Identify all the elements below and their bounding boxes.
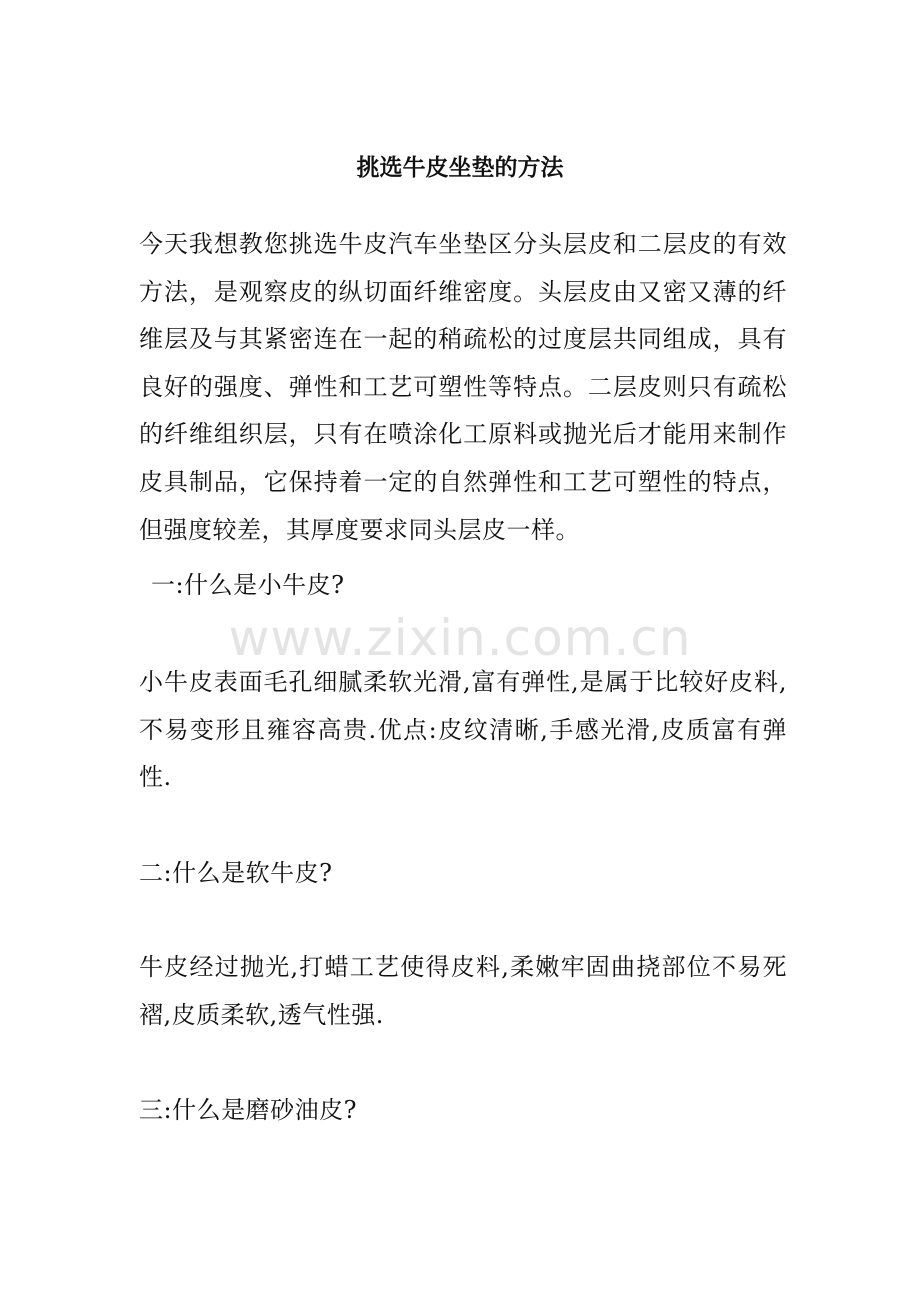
section-1-answer: 小牛皮表面毛孔细腻柔软光滑,富有弹性,是属于比较好皮料,不易变形且雍容高贵.优点:皮纹清晰,手感光滑,皮质富有弹性. bbox=[139, 668, 787, 792]
section-2-question: 二:什么是软牛皮? bbox=[139, 859, 333, 887]
section-2-answer: 牛皮经过抛光,打蜡工艺使得皮料,柔嫩牢固曲挠部位不易死褶,皮质柔软,透气性强. bbox=[139, 953, 787, 1029]
section-3-question: 三:什么是磨砂油皮? bbox=[139, 1096, 357, 1124]
document-title: 挑选牛皮坐垫的方法 bbox=[356, 154, 564, 181]
intro-paragraph: 今天我想教您挑选牛皮汽车坐垫区分头层皮和二层皮的有效方法，是观察皮的纵切面纤维密度。头层皮由又密又薄的纤维层及与其紧密连在一起的稍疏松的过度层共同组成，具有良好的强度、弹性和工艺可塑性等特点。二层皮则只有疏松的纤维组织层，只有在喷涂化工原料或抛光后才能用来制作皮具制品，它保持着一定的自然弹性和工艺可塑性的特点，但强度较差，其厚度要求同头层皮一样。 bbox=[139, 230, 787, 544]
watermark: www.zixin.com.cn bbox=[228, 609, 692, 667]
section-1-question: 一:什么是小牛皮? bbox=[151, 571, 345, 599]
